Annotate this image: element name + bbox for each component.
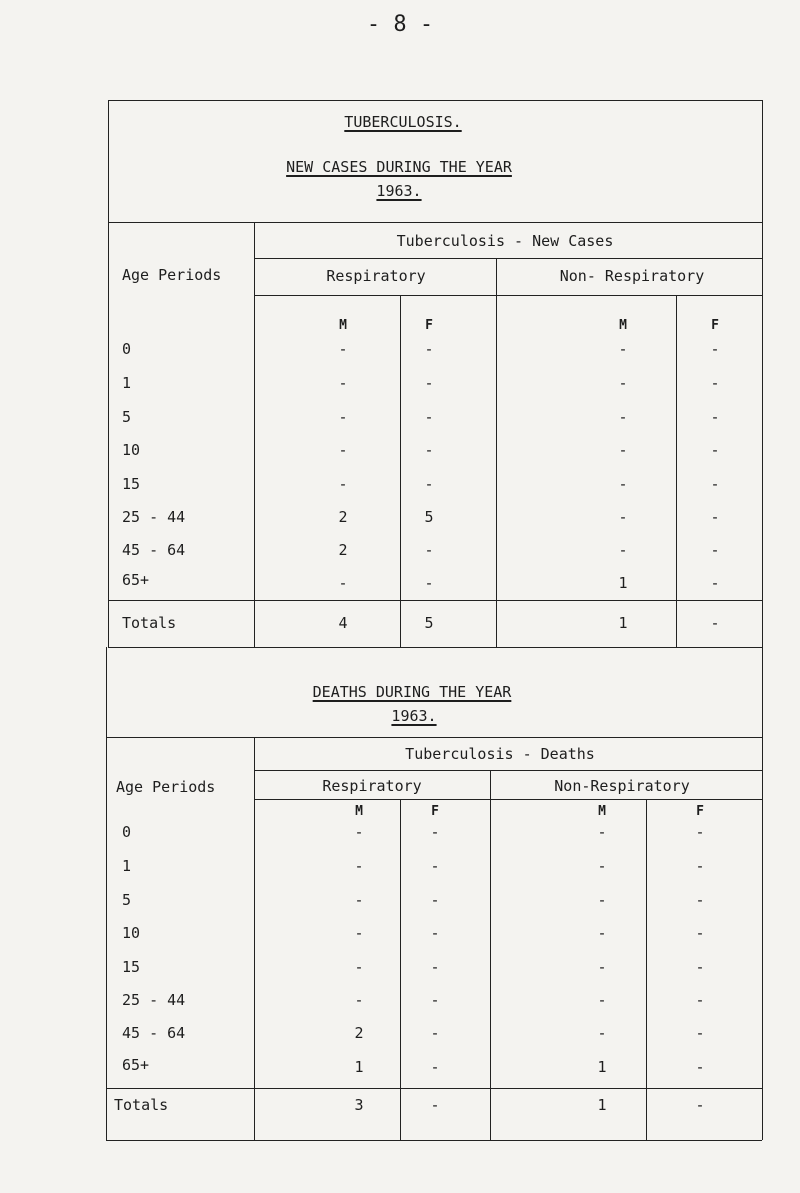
age-cell: 25 - 44 <box>122 508 186 526</box>
non-m-total: 1 <box>618 614 628 632</box>
non-f-cell: - <box>695 857 705 875</box>
non-f-cell: - <box>710 508 720 526</box>
table-subtitle: NEW CASES DURING THE YEAR <box>286 158 512 176</box>
resp-f-cell: - <box>430 823 440 841</box>
resp-m-cell: - <box>338 340 348 358</box>
group-header: Tuberculosis - Deaths <box>405 745 595 763</box>
non-m-cell: 1 <box>597 1058 607 1076</box>
non-m-cell: - <box>597 823 607 841</box>
age-cell: 5 <box>122 891 132 909</box>
non-m-cell: - <box>597 958 607 976</box>
non-f-cell: - <box>695 924 705 942</box>
resp-f-cell: - <box>424 374 434 392</box>
non-f-cell: - <box>710 541 720 559</box>
resp-m-total: 4 <box>338 614 348 632</box>
non-m-cell: - <box>597 1024 607 1042</box>
age-periods-label: Age Periods <box>122 266 222 284</box>
age-cell: 1 <box>122 374 132 392</box>
table-year: 1963. <box>376 182 422 200</box>
non-f-cell: - <box>710 340 720 358</box>
totals-label: Totals <box>122 614 177 632</box>
non-m-cell: - <box>618 408 628 426</box>
resp-m-cell: 2 <box>338 508 348 526</box>
non-f-cell: - <box>710 475 720 493</box>
resp-m-cell: - <box>354 991 364 1009</box>
resp-f-cell: - <box>424 340 434 358</box>
non-f-cell: - <box>710 374 720 392</box>
resp-m-cell: - <box>354 891 364 909</box>
non-m-cell: 1 <box>618 574 628 592</box>
age-cell: 0 <box>122 340 132 358</box>
sex-f-header: F <box>711 318 719 333</box>
resp-f-cell: - <box>430 924 440 942</box>
non-f-total: - <box>695 1096 705 1114</box>
non-m-cell: - <box>618 374 628 392</box>
age-cell: 15 <box>122 958 141 976</box>
non-m-cell: - <box>618 508 628 526</box>
non-f-cell: - <box>695 891 705 909</box>
respiratory-header: Respiratory <box>322 777 422 795</box>
sex-m-header: M <box>355 804 363 819</box>
non-f-cell: - <box>710 408 720 426</box>
non-f-cell: - <box>695 958 705 976</box>
resp-f-cell: 5 <box>424 508 434 526</box>
resp-f-cell: - <box>424 541 434 559</box>
non-f-cell: - <box>695 1058 705 1076</box>
non-m-cell: - <box>618 340 628 358</box>
resp-f-cell: - <box>430 991 440 1009</box>
resp-m-cell: - <box>354 823 364 841</box>
group-header: Tuberculosis - New Cases <box>396 232 614 250</box>
non-f-cell: - <box>710 441 720 459</box>
age-periods-label: Age Periods <box>116 778 216 796</box>
table-title: DEATHS DURING THE YEAR <box>312 683 512 701</box>
resp-m-total: 3 <box>354 1096 364 1114</box>
resp-m-cell: - <box>354 857 364 875</box>
age-cell: 45 - 64 <box>122 1024 186 1042</box>
resp-f-cell: - <box>430 1024 440 1042</box>
age-cell: 1 <box>122 857 132 875</box>
non-m-cell: - <box>618 541 628 559</box>
resp-f-cell: - <box>424 408 434 426</box>
non-m-cell: - <box>618 441 628 459</box>
sex-m-header: M <box>339 318 347 333</box>
resp-m-cell: 2 <box>354 1024 364 1042</box>
age-cell: 65+ <box>122 571 150 589</box>
resp-f-cell: - <box>424 441 434 459</box>
age-cell: 25 - 44 <box>122 991 186 1009</box>
non-f-total: - <box>710 614 720 632</box>
age-cell: 65+ <box>122 1056 150 1074</box>
table-year: 1963. <box>391 707 437 725</box>
resp-m-cell: - <box>354 924 364 942</box>
resp-m-cell: 2 <box>338 541 348 559</box>
non-m-cell: - <box>597 857 607 875</box>
age-cell: 15 <box>122 475 141 493</box>
resp-f-cell: - <box>430 958 440 976</box>
non-respiratory-header: Non- Respiratory <box>559 267 705 285</box>
non-f-cell: - <box>695 823 705 841</box>
non-f-cell: - <box>695 1024 705 1042</box>
non-m-cell: - <box>597 991 607 1009</box>
resp-f-total: 5 <box>424 614 434 632</box>
resp-f-cell: - <box>424 475 434 493</box>
resp-m-cell: - <box>338 475 348 493</box>
non-m-cell: - <box>597 924 607 942</box>
age-cell: 45 - 64 <box>122 541 186 559</box>
non-respiratory-header: Non-Respiratory <box>554 777 690 795</box>
non-f-cell: - <box>710 574 720 592</box>
resp-f-total: - <box>430 1096 440 1114</box>
sex-f-header: F <box>431 804 439 819</box>
age-cell: 10 <box>122 924 141 942</box>
age-cell: 0 <box>122 823 132 841</box>
table-title: TUBERCULOSIS. <box>344 113 462 131</box>
resp-m-cell: 1 <box>354 1058 364 1076</box>
sex-f-header: F <box>696 804 704 819</box>
sex-m-header: M <box>598 804 606 819</box>
respiratory-header: Respiratory <box>326 267 426 285</box>
resp-m-cell: - <box>338 441 348 459</box>
age-cell: 10 <box>122 441 141 459</box>
resp-m-cell: - <box>338 408 348 426</box>
age-cell: 5 <box>122 408 132 426</box>
sex-f-header: F <box>425 318 433 333</box>
resp-m-cell: - <box>338 574 348 592</box>
sex-m-header: M <box>619 318 627 333</box>
non-m-cell: - <box>597 891 607 909</box>
resp-m-cell: - <box>338 374 348 392</box>
non-m-total: 1 <box>597 1096 607 1114</box>
non-f-cell: - <box>695 991 705 1009</box>
page-number: - 8 - <box>366 12 434 37</box>
totals-label: Totals <box>114 1096 169 1114</box>
resp-f-cell: - <box>424 574 434 592</box>
non-m-cell: - <box>618 475 628 493</box>
resp-m-cell: - <box>354 958 364 976</box>
resp-f-cell: - <box>430 857 440 875</box>
resp-f-cell: - <box>430 1058 440 1076</box>
resp-f-cell: - <box>430 891 440 909</box>
